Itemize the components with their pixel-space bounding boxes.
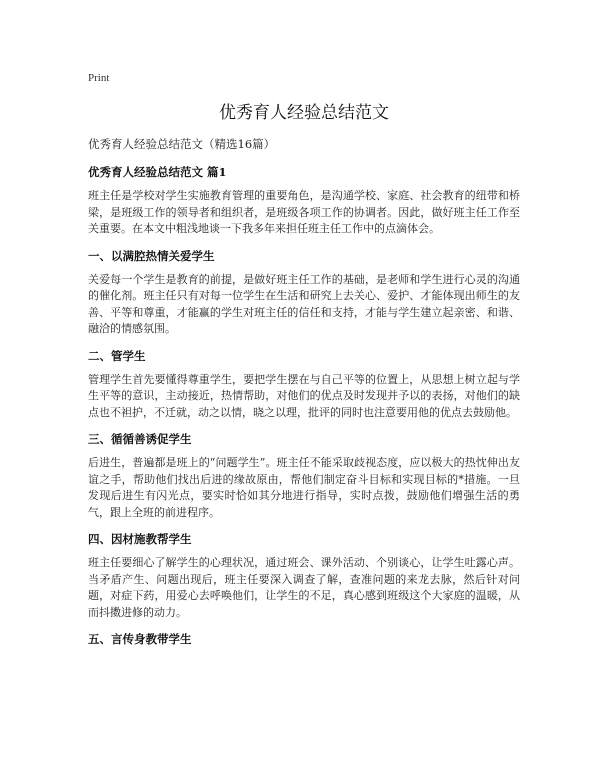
section-5-heading: 五、言传身教带学生	[88, 632, 192, 646]
section-3-paragraph: 后进生，普遍都是班上的“问题学生”。班主任不能采取歧视态度，应以极大的热忱伸出友谊之手，帮助他们找出后进的缘故原由，帮他们制定奋斗目标和实现目标的*措施。一旦发现后进生有闪光点，要实时恰如其分地进行指导，实时点拨，鼓励他们增强生活的勇气，跟上全班的前进程序。	[88, 456, 520, 519]
section-2-paragraph: 管理学生首先要懂得尊重学生，要把学生摆在与自己平等的位置上，从思想上树立起与学生平等的意识，主动接近，热情帮助，对他们的优点及时发现并予以的表扬，对他们的缺点也不袒护，不迁就，动之以情，晓之以理，批评的同时也注意要用他的优点去鼓励他。	[88, 372, 520, 419]
section-3-heading: 三、循循善诱促学生	[88, 432, 192, 446]
section-4-paragraph: 班主任要细心了解学生的心理状况，通过班会、课外活动、个别谈心，让学生吐露心声。当矛盾产生、问题出现后，班主任要深入调查了解，查准问题的来龙去脉，然后针对问题，对症下药，用爱心去呼唤他们，让学生的不足，真心感到班级这个大家庭的温暖，从而抖擞进修的动力。	[88, 556, 520, 619]
document-subtitle: 优秀育人经验总结范文（精选16篇）	[88, 137, 276, 151]
intro-paragraph: 班主任是学校对学生实施教育管理的重要角色，是沟通学校、家庭、社会教育的纽带和桥梁，是班级工作的领导者和组织者，是班级各项工作的协调者。因此，做好班主任工作至关重要。在本文中粗浅地谈一下我多年来担任班主任工作中的点滴体会。	[88, 189, 520, 235]
article-heading: 优秀育人经验总结范文 篇1	[88, 165, 227, 179]
section-4-heading: 四、因材施教帮学生	[88, 532, 192, 546]
document-page	[88, 70, 520, 647]
print-link[interactable]: Print	[88, 72, 110, 84]
section-2-heading: 二、管学生	[88, 348, 146, 363]
section-1-heading: 一、以满腔热情关爱学生	[88, 248, 215, 263]
document-title: 优秀育人经验总结范文	[219, 103, 389, 123]
section-1-paragraph: 关爱每一个学生是教育的前提，是做好班主任工作的基础，是老师和学生进行心灵的沟通的催化剂。班主任只有对每一位学生在生活和研究上去关心、爱护、才能体现出师生的友善、平等和尊重，才能赢的学生对班主任的信任和支持，才能与学生建立起亲密、和谐、融洽的情感氛围。	[88, 272, 520, 335]
